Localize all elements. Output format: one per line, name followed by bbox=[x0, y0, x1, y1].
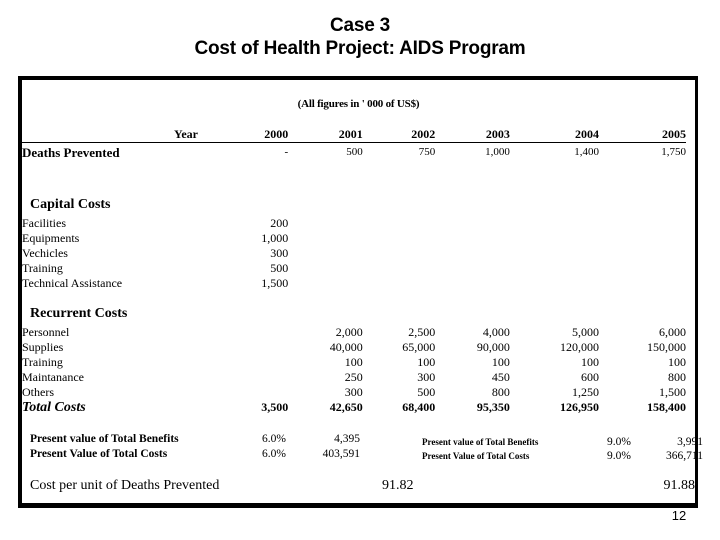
section-heading-recurrent-costs: Recurrent Costs bbox=[30, 306, 128, 321]
cell-others-2005: 1,500 bbox=[659, 385, 686, 399]
table-row bbox=[30, 432, 360, 447]
table-row bbox=[22, 370, 686, 385]
row-label-total-costs: Total Costs bbox=[22, 400, 86, 415]
page-title bbox=[0, 14, 720, 60]
table-row bbox=[414, 449, 703, 463]
cell-capital-training-2000: 500 bbox=[270, 261, 289, 275]
deaths-prevented-row bbox=[22, 145, 686, 160]
cell-total-2002: 68,400 bbox=[402, 400, 436, 414]
pv-right-costs-rate: 9.0% bbox=[607, 450, 631, 462]
cell-equipments-2003 bbox=[435, 231, 510, 246]
cell-personnel-2002: 2,500 bbox=[408, 325, 436, 339]
cell-deaths-2002: 750 bbox=[418, 146, 436, 158]
row-label-others: Others bbox=[22, 385, 54, 399]
section-heading-capital-costs: Capital Costs bbox=[30, 197, 111, 212]
cell-equipments-2004 bbox=[510, 231, 599, 246]
cell-technical-assistance-2005 bbox=[599, 276, 686, 291]
cell-capital-training-2002 bbox=[363, 261, 436, 276]
cell-supplies-2001: 40,000 bbox=[329, 340, 363, 354]
column-header-2002: 2002 bbox=[363, 127, 436, 143]
cell-vechicles-2000: 300 bbox=[270, 246, 289, 260]
cell-supplies-2004: 120,000 bbox=[559, 340, 599, 354]
cell-others-2000 bbox=[203, 385, 288, 400]
cell-recurrent-training-2000 bbox=[203, 355, 288, 370]
pv-left-benefits-rate: 6.0% bbox=[262, 433, 286, 445]
row-label-vechicles: Vechicles bbox=[22, 246, 68, 260]
pv-left-costs-rate: 6.0% bbox=[262, 448, 286, 460]
title-line-2: Cost of Health Project: AIDS Program bbox=[194, 38, 526, 59]
row-label-equipments: Equipments bbox=[22, 231, 80, 245]
page-number: 12 bbox=[671, 508, 687, 523]
cell-technical-assistance-2004 bbox=[510, 276, 599, 291]
cell-total-2001: 42,650 bbox=[329, 400, 363, 414]
table-row bbox=[22, 400, 686, 415]
cell-total-2000: 3,500 bbox=[261, 400, 289, 414]
cell-equipments-2005 bbox=[599, 231, 686, 246]
cell-deaths-2005: 1,750 bbox=[661, 146, 686, 158]
year-header-label: Year bbox=[22, 127, 203, 143]
cost-per-unit-value-left: 91.82 bbox=[382, 478, 414, 493]
title-line-1: Case 3 bbox=[329, 15, 391, 36]
cell-technical-assistance-2000: 1,500 bbox=[261, 276, 289, 290]
cell-personnel-2005: 6,000 bbox=[659, 325, 686, 339]
cell-personnel-2003: 4,000 bbox=[482, 325, 510, 339]
row-label-recurrent-training: Training bbox=[22, 355, 63, 369]
cell-supplies-2000 bbox=[203, 340, 288, 355]
pv-right-benefits-label: Present value of Total Benefits bbox=[422, 437, 539, 447]
cell-recurrent-training-2004: 100 bbox=[580, 355, 599, 369]
cell-maintanance-2004: 600 bbox=[580, 370, 599, 384]
cell-vechicles-2005 bbox=[599, 246, 686, 261]
cell-maintanance-2003: 450 bbox=[491, 370, 510, 384]
cell-deaths-2000: - bbox=[284, 146, 289, 158]
cell-maintanance-2000 bbox=[203, 370, 288, 385]
table-row bbox=[22, 276, 686, 291]
cost-per-unit-value-right: 91.88 bbox=[663, 478, 695, 493]
cell-recurrent-training-2003: 100 bbox=[491, 355, 510, 369]
cell-vechicles-2003 bbox=[435, 246, 510, 261]
pv-left-costs-value: 403,591 bbox=[322, 448, 360, 460]
row-label-facilities: Facilities bbox=[22, 216, 66, 230]
table-row bbox=[22, 477, 695, 495]
cell-facilities-2001 bbox=[288, 216, 363, 231]
cell-vechicles-2001 bbox=[288, 246, 363, 261]
cost-per-unit-row bbox=[22, 477, 695, 495]
cell-capital-training-2004 bbox=[510, 261, 599, 276]
table-row bbox=[22, 261, 686, 276]
units-note: (All figures in ' 000 of US$) bbox=[297, 98, 420, 110]
table-row bbox=[22, 231, 686, 246]
cell-facilities-2003 bbox=[435, 216, 510, 231]
cost-table-panel bbox=[18, 76, 703, 508]
column-header-2001: 2001 bbox=[288, 127, 363, 143]
cell-facilities-2002 bbox=[363, 216, 436, 231]
pv-left-costs-label: Present Value of Total Costs bbox=[30, 448, 168, 460]
table-row bbox=[22, 340, 686, 355]
cell-facilities-2000: 200 bbox=[270, 216, 289, 230]
table-row bbox=[22, 145, 686, 160]
table-row bbox=[22, 216, 686, 231]
pv-right-costs-label: Present Value of Total Costs bbox=[422, 451, 530, 461]
present-value-block-6pct bbox=[30, 432, 360, 462]
cell-capital-training-2005 bbox=[599, 261, 686, 276]
pv-right-benefits-value: 3,991 bbox=[677, 436, 703, 448]
cell-total-2005: 158,400 bbox=[647, 400, 686, 414]
cell-others-2004: 1,250 bbox=[571, 385, 599, 399]
cell-others-2003: 800 bbox=[491, 385, 510, 399]
cell-equipments-2000: 1,000 bbox=[261, 231, 289, 245]
cell-supplies-2003: 90,000 bbox=[476, 340, 510, 354]
table-row bbox=[414, 435, 703, 449]
cell-recurrent-training-2005: 100 bbox=[668, 355, 686, 369]
table-row bbox=[22, 325, 686, 340]
cell-supplies-2005: 150,000 bbox=[647, 340, 686, 354]
pv-right-benefits-rate: 9.0% bbox=[607, 436, 631, 448]
table-row bbox=[22, 385, 686, 400]
cell-technical-assistance-2001 bbox=[288, 276, 363, 291]
total-costs-row bbox=[22, 400, 686, 415]
cell-personnel-2001: 2,000 bbox=[335, 325, 363, 339]
capital-costs-table bbox=[22, 216, 686, 291]
cell-others-2002: 500 bbox=[417, 385, 436, 399]
column-header-2000: 2000 bbox=[203, 127, 288, 143]
cell-total-2004: 126,950 bbox=[559, 400, 599, 414]
cell-facilities-2004 bbox=[510, 216, 599, 231]
cell-supplies-2002: 65,000 bbox=[402, 340, 436, 354]
pv-left-benefits-value: 4,395 bbox=[334, 433, 360, 445]
cell-deaths-2003: 1,000 bbox=[485, 146, 510, 158]
cell-equipments-2001 bbox=[288, 231, 363, 246]
present-value-block-9pct bbox=[414, 435, 703, 463]
cell-others-2001: 300 bbox=[344, 385, 363, 399]
row-label-capital-training: Training bbox=[22, 261, 63, 275]
table-row bbox=[22, 246, 686, 261]
cell-equipments-2002 bbox=[363, 231, 436, 246]
column-header-2003: 2003 bbox=[435, 127, 510, 143]
cell-recurrent-training-2002: 100 bbox=[417, 355, 436, 369]
cell-facilities-2005 bbox=[599, 216, 686, 231]
cell-capital-training-2003 bbox=[435, 261, 510, 276]
table-row bbox=[30, 447, 360, 462]
cell-deaths-2001: 500 bbox=[346, 146, 363, 158]
cell-recurrent-training-2001: 100 bbox=[344, 355, 363, 369]
row-label-maintanance: Maintanance bbox=[22, 370, 84, 384]
cell-personnel-2000 bbox=[203, 325, 288, 340]
column-header-2004: 2004 bbox=[510, 127, 599, 143]
row-label-supplies: Supplies bbox=[22, 340, 64, 354]
cell-vechicles-2002 bbox=[363, 246, 436, 261]
recurrent-costs-table bbox=[22, 325, 686, 400]
cell-maintanance-2002: 300 bbox=[417, 370, 436, 384]
cell-maintanance-2001: 250 bbox=[344, 370, 363, 384]
cell-deaths-2004: 1,400 bbox=[574, 146, 599, 158]
table-row bbox=[22, 355, 686, 370]
cell-maintanance-2005: 800 bbox=[668, 370, 686, 384]
row-label-deaths-prevented: Deaths Prevented bbox=[22, 145, 120, 160]
row-label-personnel: Personnel bbox=[22, 325, 70, 339]
row-label-technical-assistance: Technical Assistance bbox=[22, 276, 123, 290]
cell-capital-training-2001 bbox=[288, 261, 363, 276]
year-header-row bbox=[22, 127, 686, 143]
pv-left-benefits-label: Present value of Total Benefits bbox=[30, 433, 179, 445]
column-header-2005: 2005 bbox=[599, 127, 686, 143]
cell-personnel-2004: 5,000 bbox=[571, 325, 599, 339]
pv-right-costs-value: 366,711 bbox=[666, 450, 703, 462]
cell-total-2003: 95,350 bbox=[476, 400, 510, 414]
cell-technical-assistance-2002 bbox=[363, 276, 436, 291]
cost-per-unit-label: Cost per unit of Deaths Prevented bbox=[30, 478, 220, 493]
cell-technical-assistance-2003 bbox=[435, 276, 510, 291]
cell-vechicles-2004 bbox=[510, 246, 599, 261]
